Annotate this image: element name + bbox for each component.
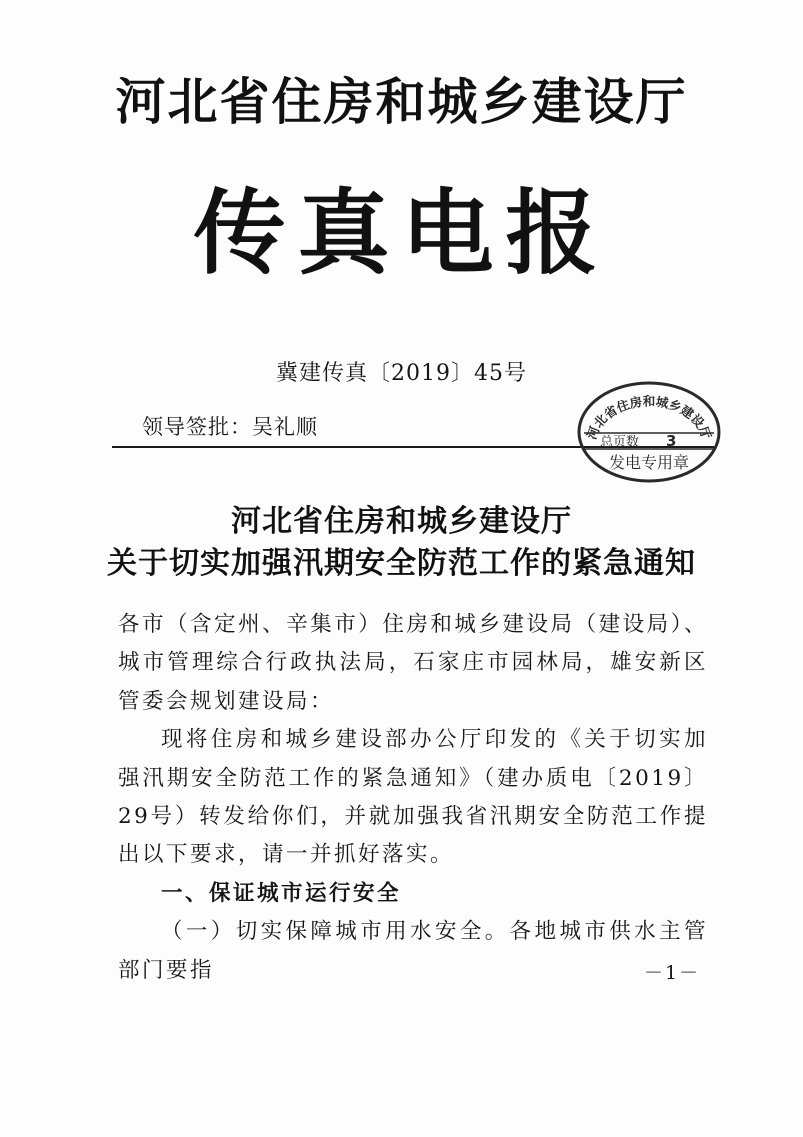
agency-header: 河北省住房和城乡建设厅	[115, 72, 688, 131]
seal-bottom-text: 发电专用章	[608, 453, 690, 472]
fax-title: 传真电报	[193, 179, 610, 287]
intro-paragraph: 现将住房和城乡建设部办公厅印发的《关于切实加强汛期安全防范工作的紧急通知》（建办质电〔2019〕29号）转发给你们，并就加强我省汛期安全防范工作提出以下要求，请一并抓好落实。	[118, 727, 708, 868]
signer-label: 领导签批：	[142, 415, 252, 439]
seal-line-value: 3	[666, 432, 677, 450]
page-number: －1－	[644, 962, 701, 984]
notice-title-line2: 关于切实加强汛期安全防范工作的紧急通知	[107, 546, 696, 581]
section-heading: 一、保证城市运行安全	[161, 880, 402, 906]
document-number: 冀建传真〔2019〕45号	[276, 361, 527, 386]
seal-line-label: 总页数	[600, 435, 640, 450]
signer-row	[142, 411, 318, 441]
notice-title-line1: 河北省住房和城乡建设厅	[231, 504, 572, 539]
signer-name: 吴礼顺	[252, 415, 318, 439]
seal-org-text: 河北省住房和城乡建设厅	[583, 393, 715, 442]
recipients-paragraph: 各市（含定州、辛集市）住房和城乡建设局（建设局）、城市管理综合行政执法局，石家庄市园林局，雄安新区管委会规划建设局：	[118, 612, 708, 714]
notice-body	[118, 606, 708, 990]
official-seal-stamp	[574, 376, 724, 484]
section-item-paragraph: （一）切实保障城市用水安全。各地城市供水主管部门要指	[118, 919, 708, 983]
